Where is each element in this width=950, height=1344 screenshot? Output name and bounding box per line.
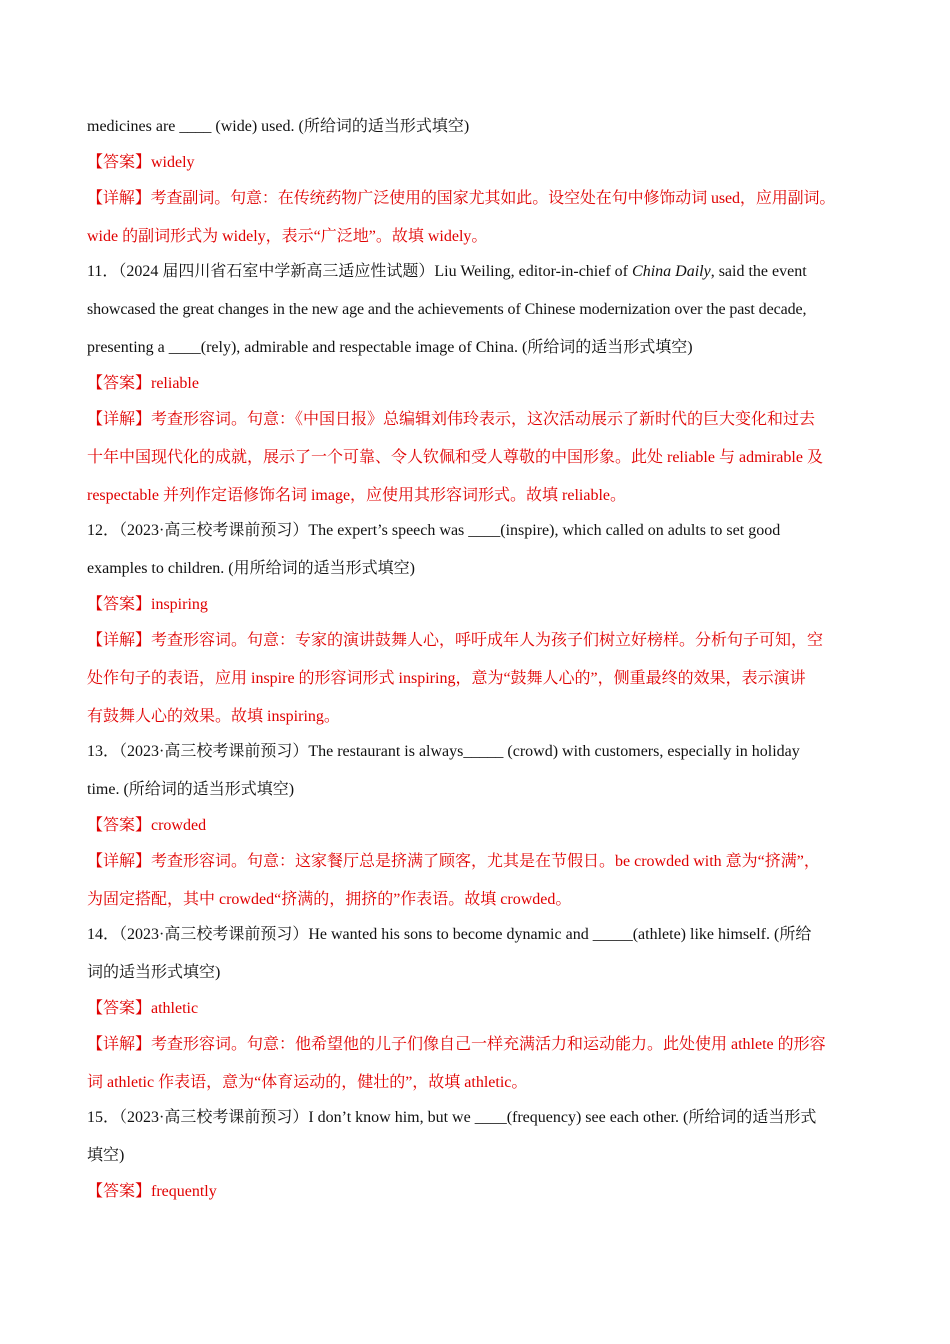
q11-question-line-2: showcased the great changes in the new age and the achievements of Chinese modernization over the past decade, xyxy=(87,301,807,318)
q11-question-line-1 xyxy=(87,262,807,282)
q12-explanation-line-1: 【详解】考查形容词。句意：专家的演讲鼓舞人心，呼吁成年人为孩子们树立好榜样。分析句子可知，空 xyxy=(87,632,824,649)
q12-explanation-line-3: 有鼓舞人心的效果。故填 inspiring。 xyxy=(87,708,340,725)
q14-question-line-2: 词的适当形式填空) xyxy=(87,964,221,981)
q14-explanation-line-1: 【详解】考查形容词。句意：他希望他的儿子们像自己一样充满活力和运动能力。此处使用 athlete 的形容 xyxy=(87,1036,826,1053)
q12-answer: 【答案】inspiring xyxy=(87,596,208,613)
q11-explanation-line-2: 十年中国现代化的成就，展示了一个可靠、令人钦佩和受人尊敬的中国形象。此处 reliable 与 admirable 及 xyxy=(87,449,823,466)
q11-newspaper-title: China Daily xyxy=(632,263,711,280)
q11-answer: 【答案】reliable xyxy=(87,375,199,392)
q11-question-suffix: , said the event xyxy=(710,263,807,280)
q14-answer: 【答案】athletic xyxy=(87,1000,199,1017)
q15-answer: 【答案】frequently xyxy=(87,1183,217,1200)
q12-explanation-line-2: 处作句子的表语，应用 inspire 的形容词形式 inspiring，意为“鼓舞人心的”，侧重最终的效果，表示演讲 xyxy=(87,670,806,687)
q12-question-line-1: 12．（2023·高三校考课前预习）The expert’s speech was ____(inspire), which called on adults to set good xyxy=(87,522,781,539)
q13-question-line-2: time. (所给词的适当形式填空) xyxy=(87,781,295,798)
q12-question-line-2: examples to children. (用所给词的适当形式填空) xyxy=(87,560,415,577)
q11-question-prefix: 11．（2024 届四川省石室中学新高三适应性试题）Liu Weiling, editor-in-chief of xyxy=(87,263,633,280)
q14-question-line-1: 14．（2023·高三校考课前预习）He wanted his sons to become dynamic and _____(athlete) like himself. (所给 xyxy=(87,926,812,943)
q11-explanation-line-3: respectable 并列作定语修饰名词 image，应使用其形容词形式。故填 reliable。 xyxy=(87,487,627,504)
q11-explanation-line-1: 【详解】考查形容词。句意：《中国日报》总编辑刘伟玲表示，这次活动展示了新时代的巨大变化和过去 xyxy=(87,411,816,428)
q10-explanation-line-2: wide 的副词形式为 widely，表示“广泛地”。故填 widely。 xyxy=(87,228,488,245)
q10-answer: 【答案】widely xyxy=(87,154,195,171)
q13-answer: 【答案】crowded xyxy=(87,817,207,834)
q13-question-line-1: 13．（2023·高三校考课前预习）The restaurant is always_____ (crowd) with customers, especially in holiday xyxy=(87,743,800,760)
q10-explanation-line-1: 【详解】考查副词。句意：在传统药物广泛使用的国家尤其如此。设空处在句中修饰动词 used，应用副词。 xyxy=(87,190,836,207)
q15-question-line-1: 15．（2023·高三校考课前预习）I don’t know him, but we ____(frequency) see each other. (所给词的适当形式 xyxy=(87,1109,817,1126)
q13-explanation-line-2: 为固定搭配，其中 crowded“挤满的，拥挤的”作表语。故填 crowded。 xyxy=(87,891,572,908)
q10-question-tail: medicines are ____ (wide) used. (所给词的适当形式填空) xyxy=(87,118,470,135)
q11-question-line-3: presenting a ____(rely), admirable and respectable image of China. (所给词的适当形式填空) xyxy=(87,339,693,356)
q14-explanation-line-2: 词 athletic 作表语，意为“体育运动的，健壮的”，故填 athletic。 xyxy=(87,1074,528,1091)
q15-question-line-2: 填空) xyxy=(87,1147,125,1164)
q13-explanation-line-1: 【详解】考查形容词。句意：这家餐厅总是挤满了顾客，尤其是在节假日。be crowded with 意为“挤满”， xyxy=(87,853,820,870)
